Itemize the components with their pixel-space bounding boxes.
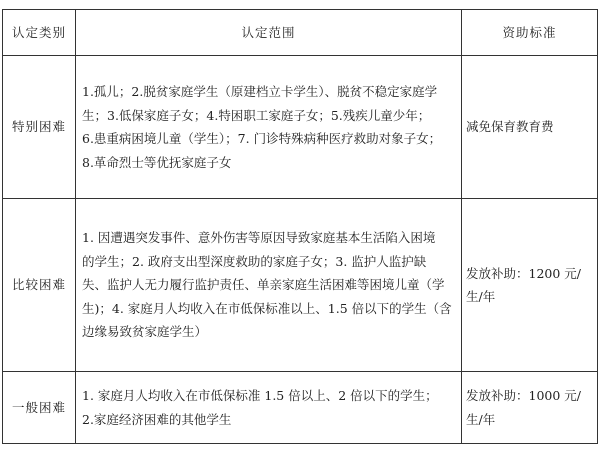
table-row bbox=[3, 56, 598, 199]
scope-line: 2.家庭经济困难的其他学生 bbox=[82, 411, 232, 427]
row-standard bbox=[462, 199, 598, 372]
scope-line: 的学生；2. 政府支出型深度救助的家庭子女；3. 监护人监护缺 bbox=[82, 253, 427, 269]
scope-line: 1. 家庭月人均收入在市低保标准 1.5 倍以上、2 倍以下的学生； bbox=[82, 388, 438, 403]
standard-line: 减免保育教育费 bbox=[466, 119, 554, 135]
row-standard bbox=[462, 372, 598, 444]
scope-line: 1. 因遭遇突发事件、意外伤害等原因导致家庭基本生活陷入困境 bbox=[82, 230, 436, 246]
scope-line: 边缘易致贫家庭学生） bbox=[82, 324, 208, 340]
difficulty-criteria-table bbox=[2, 9, 598, 444]
header-scope: 认定范围 bbox=[76, 10, 462, 56]
scope-line: 生；3.低保家庭子女；4.特困职工家庭子女；5.残疾儿童少年； bbox=[82, 107, 431, 123]
scope-line: 失、监护人无力履行监护责任、单亲家庭生活困难等困境儿童（学 bbox=[82, 277, 445, 293]
scope-line: 6.患重病困境儿童（学生）；7. 门诊特殊病种医疗救助对象子女； bbox=[82, 131, 442, 146]
row-standard bbox=[462, 56, 598, 199]
table-header-row bbox=[3, 10, 598, 56]
standard-line: 生/年 bbox=[466, 411, 496, 427]
table-row bbox=[3, 199, 598, 372]
standard-line: 发放补助：1200 元/ bbox=[466, 265, 581, 281]
scope-line: 1.孤儿；2.脱贫家庭学生（原建档立卡学生）、脱贫不稳定家庭学 bbox=[82, 84, 438, 99]
row-category: 比较困难 bbox=[3, 199, 76, 372]
row-scope bbox=[76, 56, 462, 199]
row-scope bbox=[76, 372, 462, 444]
row-category: 一般困难 bbox=[3, 372, 76, 444]
row-scope bbox=[76, 199, 462, 372]
standard-line: 生/年 bbox=[466, 289, 496, 304]
header-standard: 资助标准 bbox=[462, 10, 598, 56]
header-category: 认定类别 bbox=[3, 10, 76, 56]
scope-line: 8.革命烈士等优抚家庭子女 bbox=[82, 154, 232, 170]
table-row bbox=[3, 372, 598, 444]
standard-line: 发放补助：1000 元/ bbox=[466, 388, 581, 403]
scope-line: 生)；4. 家庭月人均收入在市低保标准以上、1.5 倍以下的学生（含 bbox=[82, 300, 452, 316]
row-category: 特别困难 bbox=[3, 56, 76, 199]
